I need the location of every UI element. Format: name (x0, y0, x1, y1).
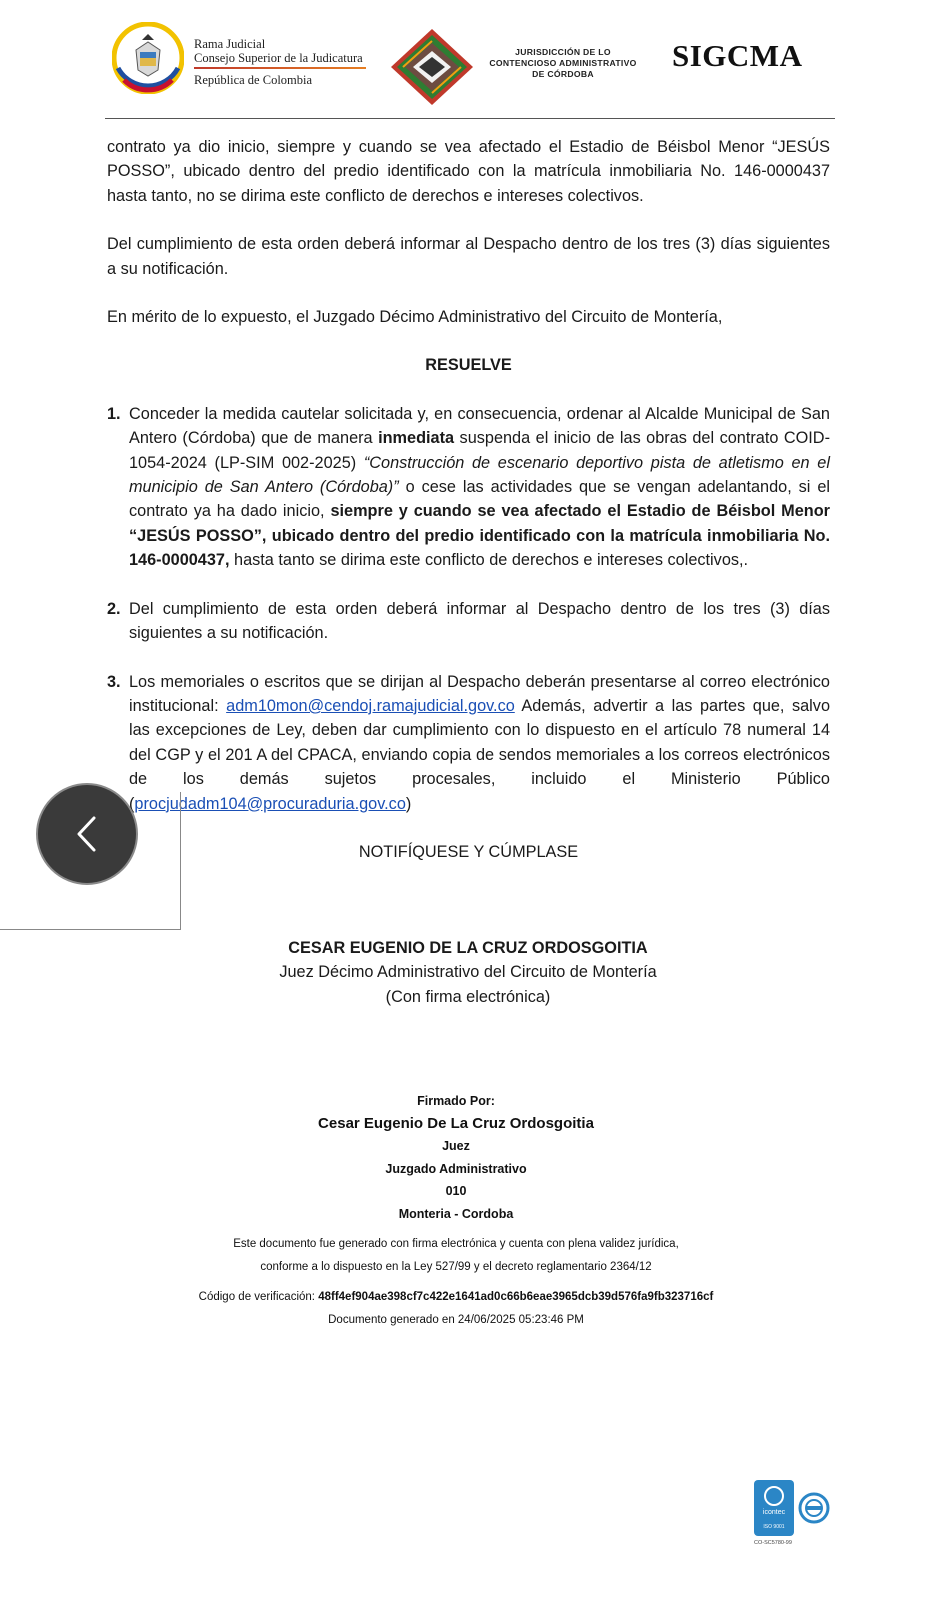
paragraph-2: Del cumplimiento de esta orden deberá informar al Despacho dentro de los tres (3) días siguientes a su notificación. (107, 235, 830, 278)
juzgado-email-link[interactable]: adm10mon@cendoj.ramajudicial.gov.co (226, 696, 515, 715)
judge-role: Juez Décimo Administrativo del Circuito de Montería (279, 963, 657, 982)
juris-line-1: JURISDICCIÓN DE LO (515, 47, 611, 57)
rama-line-2: Consejo Superior de la Judicatura (194, 51, 363, 65)
resuelve-heading: RESUELVE (425, 356, 512, 375)
chevron-left-icon (38, 785, 136, 883)
previous-page-button[interactable] (36, 783, 138, 885)
rama-line-3: República de Colombia (194, 73, 313, 87)
signer-court: Juzgado Administrativo (385, 1161, 527, 1176)
jurisdiccion-logo (389, 27, 475, 107)
item-2-text: Del cumplimiento de esta orden deberá informar al Despacho dentro de los tres (3) días siguientes a su notificación. (129, 599, 830, 643)
iso-label: ISO 9001 (763, 1524, 785, 1530)
juris-line-3: DE CÓRDOBA (532, 69, 594, 79)
resolution-item-1 (107, 402, 830, 573)
item-1-text-c: suspenda el inicio de las obras del contrato COID-1054-2024 (LP-SIM 002-2025) (129, 429, 830, 472)
legal-line-2: conforme a lo dispuesto en la Ley 527/99 y el decreto reglamentario 2364/12 (260, 1260, 652, 1273)
verification-code: 48ff4ef904ae398cf7c422e1641ad0c66b6eae3965dcb39d576fa9fb323716cf (318, 1291, 714, 1303)
rama-line-1: Rama Judicial (194, 37, 266, 51)
paragraph-1: contrato ya dio inicio, siempre y cuando se vea afectado el Estadio de Béisbol Menor “JESÚS POSSO”, ubicado dentro del predio identificado con la matrícula inmobiliaria No. 146-0000437 hasta tanto, no se dirima este conflicto de derechos e intereses colectivos. (107, 138, 830, 205)
item-1-text-a: Conceder la medida cautelar solicitada y, en consecuencia, ordenar al Alcalde Municipal de San Antero (Córdoba) que de manera (129, 404, 830, 448)
certification-code: CO-SC5780-99 (754, 1540, 792, 1546)
signature-note: (Con firma electrónica) (385, 987, 551, 1006)
signer-title: Juez (442, 1139, 470, 1153)
jurisdiccion-text (478, 47, 648, 80)
signer-city: Monteria - Cordoba (398, 1206, 514, 1221)
verification-line (0, 1286, 912, 1309)
colombia-seal-logo (112, 22, 184, 94)
judge-signature (0, 936, 936, 1009)
rama-judicial-text (194, 37, 366, 87)
rama-rule (194, 67, 366, 69)
juris-line-2: CONTENCIOSO ADMINISTRATIVO (489, 58, 637, 68)
icontec-mark-icon (754, 1480, 794, 1536)
iqnet-certification-icon (798, 1492, 830, 1524)
notifiquese-heading: NOTIFÍQUESE Y CÚMPLASE (358, 842, 579, 861)
document-header (0, 0, 952, 122)
paragraph-3: En mérito de lo expuesto, el Juzgado Décimo Administrativo del Circuito de Montería, (107, 308, 723, 327)
header-divider (105, 118, 835, 119)
item-3-text-b: Además, advertir a las partes que, salvo las excepciones de Ley, deben dar cumplimiento con lo dispuesto en el artículo 78 numeral 14 del CGP y el 201 A del CPACA, enviando copia de sendos memoriales a los correos electrónicos de los demás sujetos procesales, incluido el Ministerio Público ( (129, 696, 830, 813)
item-1-text-e: o cese las actividades que se vengan adelantando, si el contrato ya ha dado inicio, (129, 478, 831, 521)
signer-name: Cesar Eugenio De La Cruz Ordosgoitia (318, 1114, 594, 1132)
item-1-text-g: hasta tanto se dirima este conflicto de derechos e intereses colectivos,. (229, 551, 749, 570)
procuraduria-email-link[interactable]: procjudadm104@procuraduria.gov.co (134, 794, 406, 813)
resolution-item-3 (107, 670, 830, 816)
item-3-number: 3. (107, 672, 121, 691)
judge-name: CESAR EUGENIO DE LA CRUZ ORDOSGOITIA (288, 939, 648, 957)
verification-label: Código de verificación: (198, 1291, 319, 1303)
document-body (107, 135, 830, 864)
legal-line-1: Este documento fue generado con firma electrónica y cuenta con plena validez jurídica, (233, 1238, 679, 1250)
generated-date: Documento generado en 24/06/2025 05:23:46 PM (328, 1313, 584, 1326)
item-2-number: 2. (107, 599, 121, 618)
item-1-text-f: siempre y cuando se vea afectado el Estadio de Béisbol Menor “JESÚS POSSO”, ubicado dentro del predio identificado con la matrícula inmobiliaria No. 146-0000437, (129, 502, 830, 570)
icontec-label: icontec (762, 1509, 786, 1516)
resolution-item-2 (107, 597, 830, 646)
item-1-text-d: “Construcción de escenario deportivo pista de atletismo en el municipio de San Antero (Córdoba)” (129, 453, 830, 497)
item-3-text-a: Los memoriales o escritos que se dirijan al Despacho deberán presentarse al correo electrónico institucional: (129, 672, 830, 715)
item-1-text-b: inmediata (378, 429, 455, 448)
firmado-por-label: Firmado Por: (417, 1094, 495, 1108)
sigcma-logo-text: SIGCMA (672, 38, 803, 73)
item-3-text-c: ) (405, 794, 412, 813)
electronic-signature-block (0, 1090, 912, 1331)
signer-court-code: 010 (445, 1184, 467, 1198)
item-1-number: 1. (107, 404, 121, 423)
icontec-certification-logo (754, 1480, 794, 1536)
